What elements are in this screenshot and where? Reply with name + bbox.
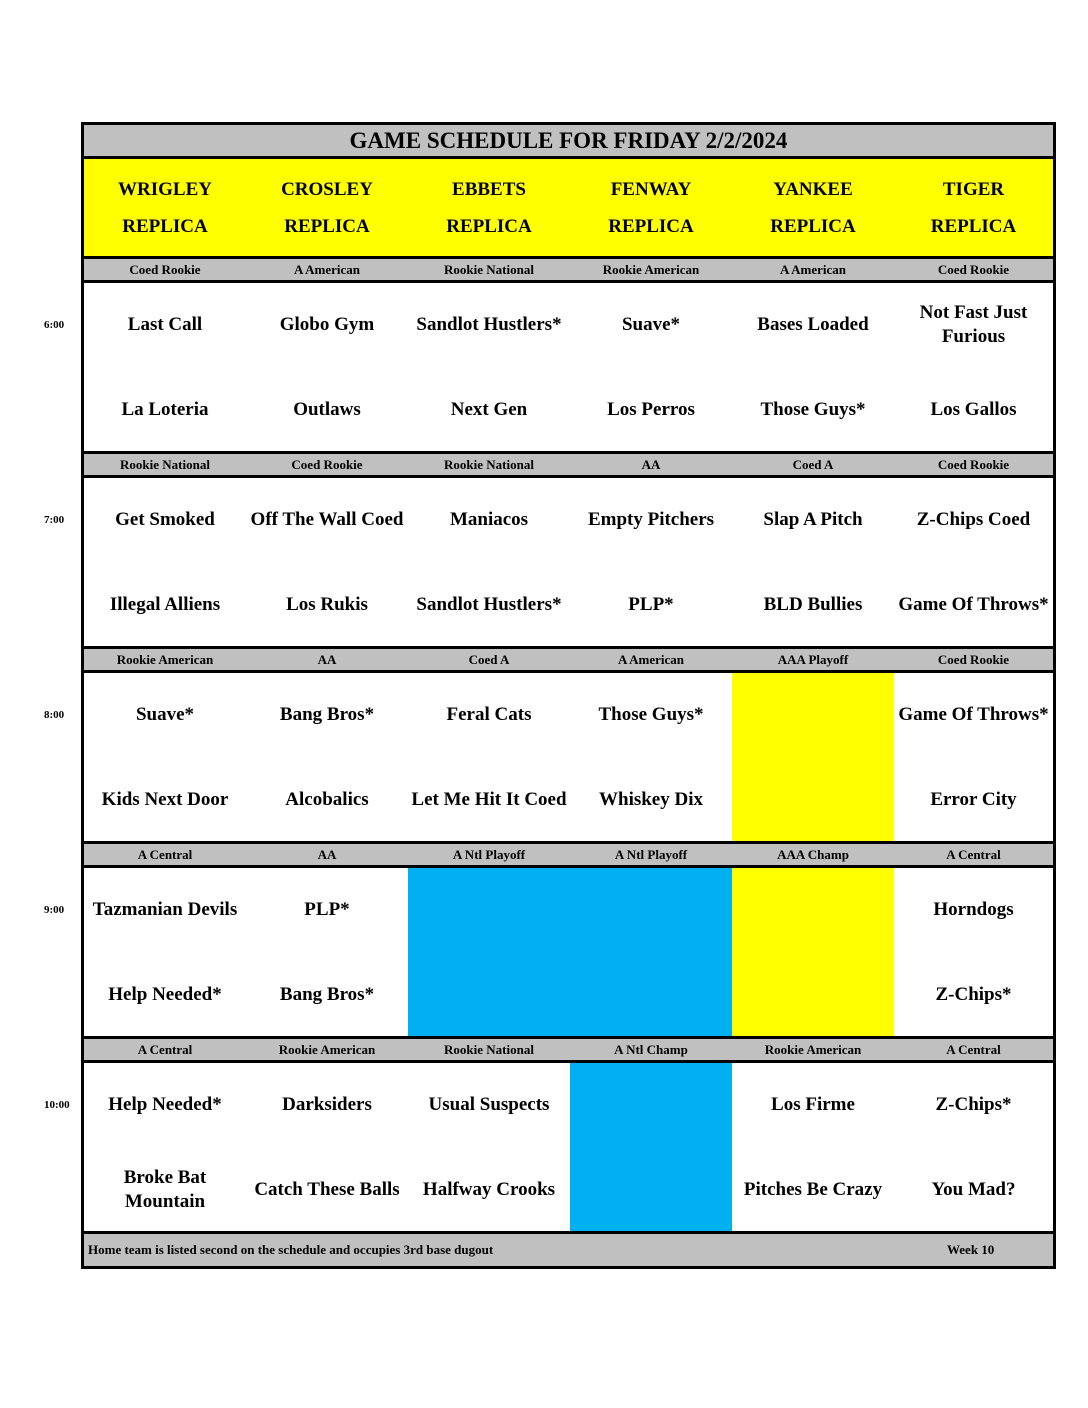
away-team: PLP* — [304, 899, 350, 920]
game-cell — [894, 1063, 1053, 1234]
home-team: Alcobalics — [285, 789, 369, 810]
away-team: Bang Bros* — [279, 704, 375, 725]
division-label: Rookie American — [84, 649, 249, 673]
field-subtitle: REPLICA — [770, 215, 856, 237]
footer-note: Home team is listed second on the schedule and occupies 3rd base dugout — [88, 1242, 494, 1257]
division-label: A American — [570, 649, 735, 673]
field-subtitle: REPLICA — [446, 215, 532, 237]
away-team: Horndogs — [933, 899, 1014, 920]
division-label: A Ntl Playoff — [570, 844, 735, 868]
home-team: Pitches Be Crazy — [743, 1179, 883, 1200]
away-team: Off The Wall Coed — [250, 509, 404, 530]
game-cell — [894, 478, 1053, 649]
away-team: Usual Suspects — [428, 1094, 550, 1115]
away-team: Those Guys* — [598, 704, 704, 725]
game-cell — [246, 868, 411, 1039]
division-label: Rookie American — [246, 1039, 411, 1063]
reserved-game-slot — [732, 868, 897, 1039]
reserved-game-slot — [570, 868, 735, 1039]
division-label: AAA Champ — [732, 844, 897, 868]
game-cell — [84, 283, 249, 454]
away-team: Globo Gym — [279, 314, 375, 335]
time-label: 10:00 — [44, 1099, 70, 1111]
home-team: BLD Bullies — [763, 594, 863, 615]
game-cell — [894, 283, 1053, 454]
division-label: AA — [246, 649, 411, 673]
away-team: Maniacos — [449, 509, 529, 530]
field-header-tiger — [894, 159, 1053, 259]
home-team: Help Needed* — [108, 984, 222, 1005]
division-label: Rookie American — [732, 1039, 897, 1063]
division-label: A Central — [894, 1039, 1053, 1063]
game-cell — [570, 673, 735, 844]
division-label: AA — [570, 454, 735, 478]
field-name: TIGER — [942, 178, 1005, 200]
division-label: A Central — [84, 844, 249, 868]
game-cell — [408, 1063, 573, 1234]
home-team: Whiskey Dix — [599, 789, 703, 810]
home-team: Sandlot Hustlers* — [416, 594, 562, 615]
field-name: EBBETS — [452, 178, 526, 200]
game-cell — [732, 1063, 897, 1234]
home-team: Kids Next Door — [101, 789, 229, 810]
game-cell — [894, 868, 1053, 1039]
home-team: Los Perros — [607, 399, 695, 420]
home-team: Those Guys* — [760, 399, 866, 420]
away-team: Z-Chips Coed — [916, 509, 1031, 530]
away-team: Feral Cats — [446, 704, 532, 725]
game-cell — [732, 478, 897, 649]
division-label: Rookie National — [84, 454, 249, 478]
division-label: Rookie National — [408, 454, 573, 478]
away-team: Last Call — [127, 314, 203, 335]
home-team: Let Me Hit It Coed — [411, 789, 567, 810]
field-name: CROSLEY — [281, 178, 373, 200]
time-label: 6:00 — [44, 319, 65, 331]
field-header-fenway — [570, 159, 735, 259]
schedule-table — [81, 122, 1056, 1269]
division-label: Coed Rookie — [84, 259, 249, 283]
game-cell — [408, 283, 573, 454]
away-team: Z-Chips* — [935, 1094, 1012, 1115]
field-header-ebbets — [408, 159, 573, 259]
division-label: A Ntl Champ — [570, 1039, 735, 1063]
home-team: Halfway Crooks — [422, 1179, 556, 1200]
game-cell — [84, 1063, 249, 1234]
game-cell — [570, 283, 735, 454]
away-team: Sandlot Hustlers* — [416, 314, 562, 335]
home-team: PLP* — [628, 594, 674, 615]
home-team: Next Gen — [450, 399, 528, 420]
game-cell — [84, 868, 249, 1039]
field-header-crosley — [246, 159, 411, 259]
game-cell — [408, 673, 573, 844]
game-cell — [246, 478, 411, 649]
home-team: Error City — [930, 789, 1017, 810]
time-label: 8:00 — [44, 709, 65, 721]
game-cell — [84, 673, 249, 844]
reserved-game-slot — [408, 868, 573, 1039]
reserved-game-slot — [570, 1063, 735, 1234]
division-label: Rookie National — [408, 1039, 573, 1063]
division-label: AA — [246, 844, 411, 868]
away-team: Not Fast Just Furious — [919, 302, 1028, 347]
time-label: 9:00 — [44, 904, 65, 916]
away-team: Empty Pitchers — [587, 509, 715, 530]
home-team: Catch These Balls — [254, 1179, 400, 1200]
schedule-footer — [84, 1233, 1053, 1266]
away-team: Help Needed* — [108, 1094, 222, 1115]
reserved-game-slot — [732, 673, 897, 844]
home-team: Illegal Alliens — [109, 594, 221, 615]
game-cell — [894, 673, 1053, 844]
division-label: A American — [732, 259, 897, 283]
division-label: AAA Playoff — [732, 649, 897, 673]
away-team: Darksiders — [282, 1094, 372, 1115]
game-cell — [408, 478, 573, 649]
division-label: A Central — [84, 1039, 249, 1063]
time-label: 7:00 — [44, 514, 65, 526]
division-label: A American — [246, 259, 411, 283]
division-label: Coed Rookie — [894, 259, 1053, 283]
division-label: Coed Rookie — [894, 649, 1053, 673]
field-subtitle: REPLICA — [284, 215, 370, 237]
schedule-title: GAME SCHEDULE FOR FRIDAY 2/2/2024 — [84, 125, 1053, 159]
field-subtitle: REPLICA — [122, 215, 208, 237]
away-team: Get Smoked — [115, 509, 215, 530]
away-team: Suave* — [621, 314, 681, 335]
home-team: Z-Chips* — [935, 984, 1012, 1005]
field-header-yankee — [732, 159, 897, 259]
division-label: Rookie American — [570, 259, 735, 283]
game-cell — [84, 478, 249, 649]
division-label: Coed Rookie — [246, 454, 411, 478]
home-team: La Loteria — [121, 399, 209, 420]
division-label: Coed Rookie — [894, 454, 1053, 478]
away-team: Tazmanian Devils — [92, 899, 238, 920]
field-subtitle: REPLICA — [930, 215, 1017, 237]
away-team: Bases Loaded — [757, 314, 869, 335]
home-team: You Mad? — [931, 1179, 1016, 1200]
field-name: YANKEE — [773, 178, 853, 200]
division-label: Coed A — [732, 454, 897, 478]
home-team: Broke Bat Mountain — [123, 1167, 207, 1212]
home-team: Outlaws — [293, 399, 361, 420]
division-label: Rookie National — [408, 259, 573, 283]
field-name: FENWAY — [610, 178, 692, 200]
away-team: Suave* — [135, 704, 195, 725]
game-cell — [570, 478, 735, 649]
away-team: Los Firme — [771, 1094, 855, 1115]
division-label: Coed A — [408, 649, 573, 673]
home-team: Bang Bros* — [279, 984, 375, 1005]
home-team: Los Gallos — [930, 399, 1017, 420]
field-subtitle: REPLICA — [608, 215, 694, 237]
week-label: Week 10 — [947, 1242, 995, 1257]
division-label: A Central — [894, 844, 1053, 868]
game-cell — [246, 283, 411, 454]
field-name: WRIGLEY — [118, 178, 212, 200]
away-team: Slap A Pitch — [763, 509, 863, 530]
game-cell — [732, 283, 897, 454]
game-cell — [246, 1063, 411, 1234]
game-cell — [246, 673, 411, 844]
home-team: Los Rukis — [286, 594, 368, 615]
home-team: Game Of Throws* — [898, 594, 1049, 615]
away-team: Game Of Throws* — [898, 704, 1049, 725]
field-header-wrigley — [84, 159, 249, 259]
division-label: A Ntl Playoff — [408, 844, 573, 868]
